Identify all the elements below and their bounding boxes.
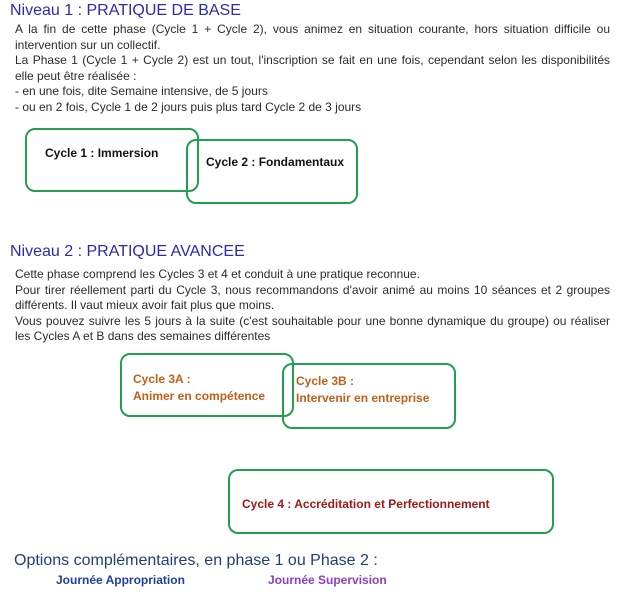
level1-line-1: A la fin de cette phase (Cycle 1 + Cycle 2), vous animez en situation courante, hors situation difficile ou intervention sur un collectif. <box>15 22 610 52</box>
cycle4-label: Cycle 4 : Accréditation et Perfectionnement <box>242 497 490 511</box>
cycle1-label: Cycle 1 : Immersion <box>45 146 159 160</box>
level1-title: Niveau 1 : PRATIQUE DE BASE <box>10 2 241 19</box>
level2-line-1: Cette phase comprend les Cycles 3 et 4 et conduit à une pratique reconnue. <box>15 267 420 281</box>
cycle3a-label-line2: Animer en compétence <box>133 389 266 403</box>
level2-description <box>15 267 610 345</box>
options-title: Options complémentaires, en phase 1 ou Phase 2 : <box>14 552 378 569</box>
cycle3a-label-line1: Cycle 3A : <box>133 372 191 386</box>
cycle3b-label-line2: Intervenir en entreprise <box>296 391 430 405</box>
level2-line-2: Pour tirer réellement parti du Cycle 3, nous recommandons d'avoir animé au moins 10 séances et 2 groupes différents. Il vaut mieux avoir fait plus que moins. <box>15 282 610 312</box>
cycle2-label: Cycle 2 : Fondamentaux <box>206 155 345 169</box>
level2-title: Niveau 2 : PRATIQUE AVANCEE <box>10 243 245 260</box>
cycle3b-label-line1: Cycle 3B : <box>296 374 355 388</box>
option-supervision: Journée Supervision <box>268 573 387 587</box>
level1-line-4: - ou en 2 fois, Cycle 1 de 2 jours puis plus tard Cycle 2 de 3 jours <box>15 99 362 114</box>
level2-line-3: Vous pouvez suivre les 5 jours à la suite (c'est souhaitable pour une bonne dynamique du groupe) ou réaliser les Cycles A et B dans des semaines différentes <box>15 313 610 343</box>
option-appropriation: Journée Appropriation <box>56 573 185 587</box>
level1-description <box>15 22 610 115</box>
level1-line-2: La Phase 1 (Cycle 1 + Cycle 2) est un tout, l'inscription se fait en une fois, cependant selon les disponibilités elle peut être réalisée : <box>15 53 610 83</box>
level1-line-3: - en une fois, dite Semaine intensive, de 5 jours <box>15 84 268 98</box>
